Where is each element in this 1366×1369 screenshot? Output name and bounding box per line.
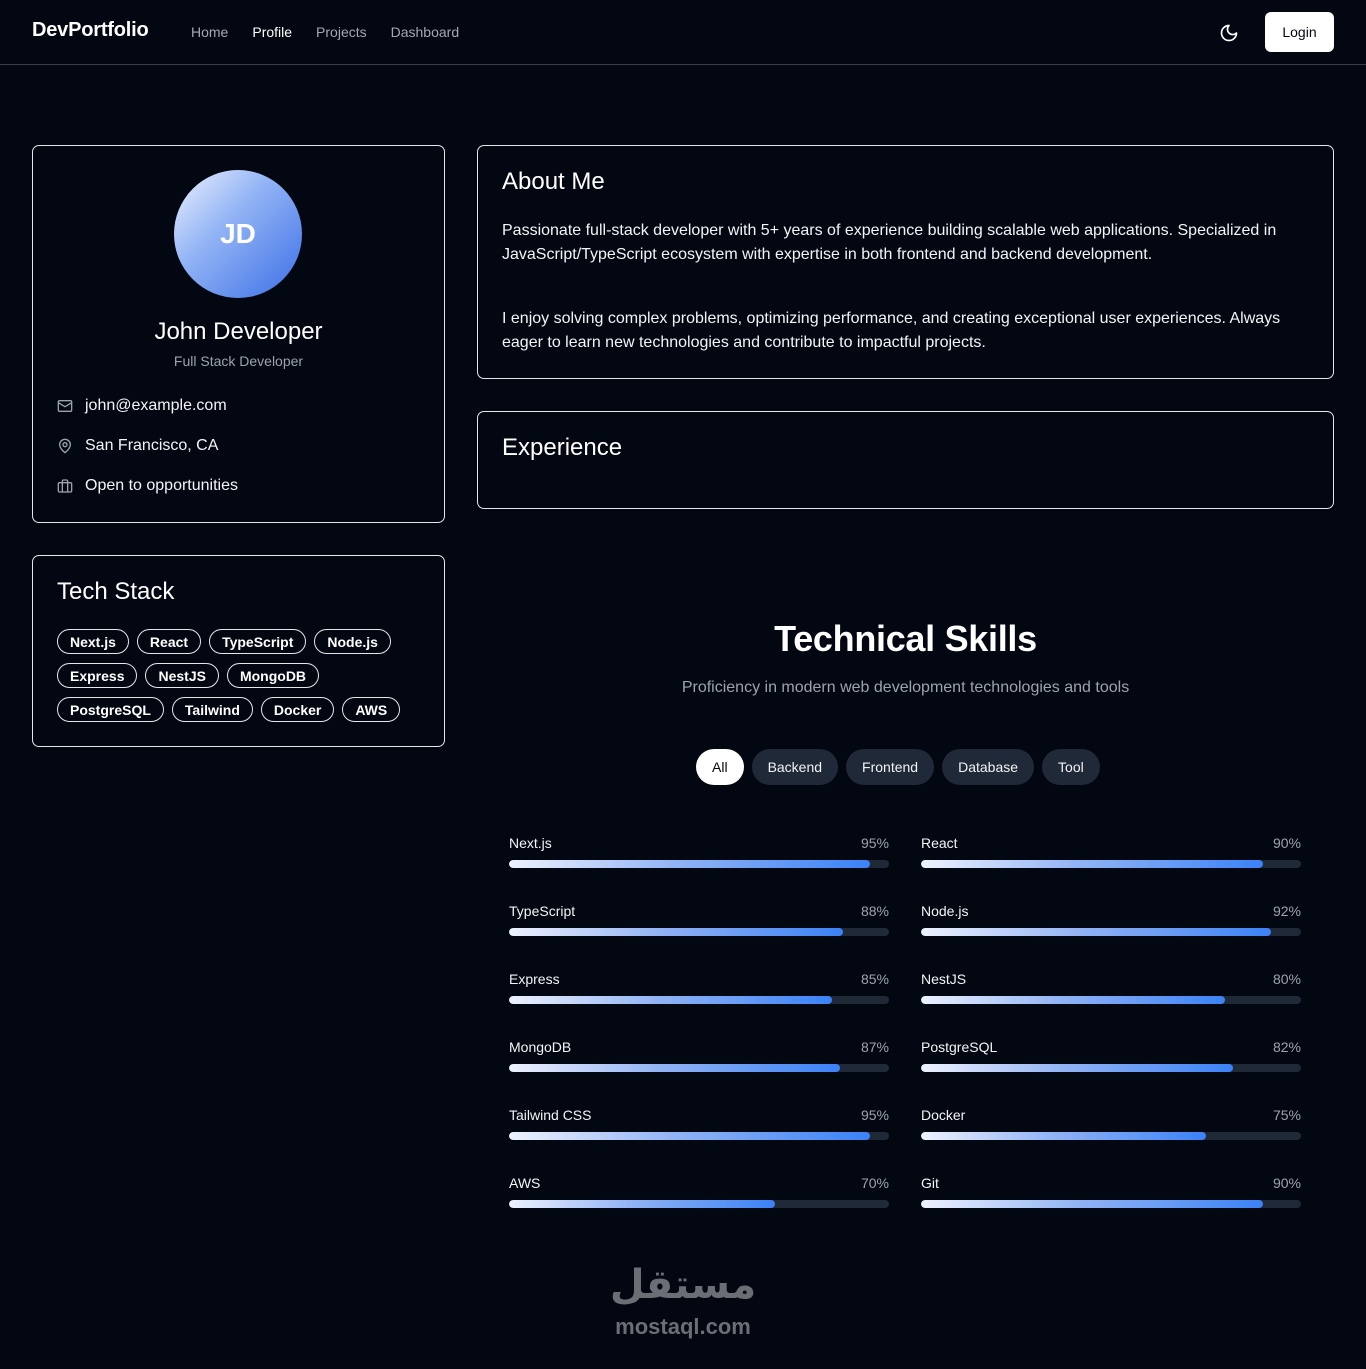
- mail-icon: [57, 398, 73, 414]
- about-card: [477, 145, 1334, 379]
- contact-email: [57, 397, 227, 415]
- about-title: About Me: [502, 168, 605, 195]
- skill-progress-fill: [921, 996, 1225, 1004]
- experience-title: Experience: [502, 434, 623, 461]
- tech-stack-title: Tech Stack: [57, 578, 175, 605]
- skill-percentage: 92%: [1272, 903, 1301, 919]
- skill-name: NestJS: [921, 971, 967, 987]
- moon-icon: [1219, 23, 1239, 43]
- skill-progress-fill: [921, 1064, 1233, 1072]
- filter-frontend-button[interactable]: Frontend: [846, 749, 934, 785]
- skill-percentage: 75%: [1272, 1107, 1301, 1123]
- email-text[interactable]: john@example.com: [85, 397, 227, 414]
- skill-percentage: 90%: [1272, 1175, 1301, 1191]
- skill-item: [509, 1175, 889, 1215]
- skill-name: Next.js: [509, 835, 552, 851]
- skill-item: [921, 971, 1301, 1011]
- skill-item: [921, 1039, 1301, 1079]
- watermark-latin: mostaql.com: [615, 1314, 751, 1339]
- skill-progress-fill: [509, 996, 832, 1004]
- skill-item: [509, 971, 889, 1011]
- tech-tags: [57, 629, 427, 722]
- profile-name: John Developer: [154, 318, 323, 345]
- brand-logo[interactable]: DevPortfolio: [32, 19, 149, 41]
- skill-progress-bar: [921, 1064, 1301, 1072]
- top-navbar: [0, 0, 1366, 65]
- skill-name: PostgreSQL: [921, 1039, 998, 1055]
- skill-percentage: 87%: [860, 1039, 889, 1055]
- skill-percentage: 85%: [860, 971, 889, 987]
- skill-progress-bar: [509, 996, 889, 1004]
- skill-filters: [696, 749, 1100, 785]
- nav-projects[interactable]: Projects: [316, 24, 367, 40]
- skill-progress-fill: [509, 1132, 870, 1140]
- skill-progress-bar: [509, 1132, 889, 1140]
- watermark-logo: [600, 1262, 766, 1342]
- avatar: JD: [174, 170, 302, 298]
- contact-location: [57, 437, 218, 455]
- skill-percentage: 70%: [860, 1175, 889, 1191]
- skill-item: [921, 1175, 1301, 1215]
- filter-database-button[interactable]: Database: [942, 749, 1034, 785]
- main-nav: [191, 24, 459, 40]
- filter-backend-button[interactable]: Backend: [752, 749, 838, 785]
- profile-card: [32, 145, 445, 523]
- skill-progress-bar: [509, 860, 889, 868]
- skill-item: [509, 1039, 889, 1079]
- skill-percentage: 95%: [860, 1107, 889, 1123]
- filter-tool-button[interactable]: Tool: [1042, 749, 1100, 785]
- status-text: Open to opportunities: [85, 477, 238, 494]
- skill-progress-bar: [509, 1064, 889, 1072]
- login-button[interactable]: Login: [1265, 12, 1334, 52]
- tech-tag: MongoDB: [227, 663, 319, 688]
- skill-item: [509, 903, 889, 943]
- skills-subtitle: Proficiency in modern web development technologies and tools: [681, 679, 1130, 696]
- skill-name: Express: [509, 971, 560, 987]
- tech-tag: AWS: [342, 697, 400, 722]
- about-paragraph-1: Passionate full-stack developer with 5+ years of experience building scalable web applications. Specialized in JavaScript/TypeScript ecosystem with expertise in both frontend and backend development.: [502, 222, 1277, 263]
- skill-name: TypeScript: [509, 903, 576, 919]
- skill-progress-fill: [921, 1132, 1206, 1140]
- contact-status: [57, 477, 238, 495]
- tech-tag: Tailwind: [172, 697, 253, 722]
- skill-progress-fill: [509, 1064, 840, 1072]
- theme-toggle-button[interactable]: [1216, 20, 1242, 46]
- skill-percentage: 82%: [1272, 1039, 1301, 1055]
- map-pin-icon: [57, 438, 73, 454]
- skill-percentage: 88%: [860, 903, 889, 919]
- tech-tag: Node.js: [314, 629, 391, 654]
- briefcase-icon: [57, 478, 73, 494]
- nav-dashboard[interactable]: Dashboard: [390, 24, 460, 40]
- tech-tag: React: [137, 629, 201, 654]
- skill-name: MongoDB: [509, 1039, 572, 1055]
- skill-item: [509, 1107, 889, 1147]
- skill-progress-bar: [921, 1132, 1301, 1140]
- skill-progress-bar: [921, 928, 1301, 936]
- skill-progress-fill: [921, 860, 1263, 868]
- skill-item: [509, 835, 889, 875]
- skill-progress-bar: [509, 928, 889, 936]
- tech-tag: NestJS: [145, 663, 218, 688]
- profile-role: Full Stack Developer: [173, 353, 304, 369]
- watermark-arabic: مستقل: [609, 1262, 757, 1308]
- nav-profile[interactable]: Profile: [252, 24, 293, 40]
- tech-tag: Next.js: [57, 629, 129, 654]
- about-paragraph-2: I enjoy solving complex problems, optimizing performance, and creating exceptional user experiences. Always eager to learn new technologies and contribute to impactful projects.: [502, 310, 1281, 351]
- skill-progress-fill: [509, 928, 843, 936]
- skill-name: Node.js: [921, 903, 969, 919]
- skill-percentage: 95%: [860, 835, 889, 851]
- tech-stack-card: [32, 555, 445, 747]
- experience-card: [477, 411, 1334, 509]
- nav-home[interactable]: Home: [191, 24, 229, 40]
- skill-progress-bar: [509, 1200, 889, 1208]
- skill-percentage: 90%: [1272, 835, 1301, 851]
- tech-tag: Express: [57, 663, 137, 688]
- skill-progress-fill: [509, 1200, 775, 1208]
- skill-progress-bar: [921, 996, 1301, 1004]
- skill-item: [921, 1107, 1301, 1147]
- tech-tag: Docker: [261, 697, 334, 722]
- skill-progress-bar: [921, 860, 1301, 868]
- skill-progress-bar: [921, 1200, 1301, 1208]
- skill-percentage: 80%: [1272, 971, 1301, 987]
- skill-name: React: [921, 835, 958, 851]
- skill-progress-fill: [509, 860, 870, 868]
- skill-item: [921, 903, 1301, 943]
- skills-title: Technical Skills: [774, 618, 1037, 659]
- skill-item: [921, 835, 1301, 875]
- filter-all-button[interactable]: All: [696, 749, 744, 785]
- skill-name: Git: [921, 1175, 939, 1191]
- tech-tag: TypeScript: [209, 629, 306, 654]
- skill-name: AWS: [509, 1175, 541, 1191]
- skill-name: Docker: [921, 1107, 966, 1123]
- location-text: San Francisco, CA: [85, 437, 219, 454]
- skill-progress-fill: [921, 928, 1271, 936]
- skill-progress-fill: [921, 1200, 1263, 1208]
- skill-name: Tailwind CSS: [509, 1107, 592, 1123]
- tech-tag: PostgreSQL: [57, 697, 164, 722]
